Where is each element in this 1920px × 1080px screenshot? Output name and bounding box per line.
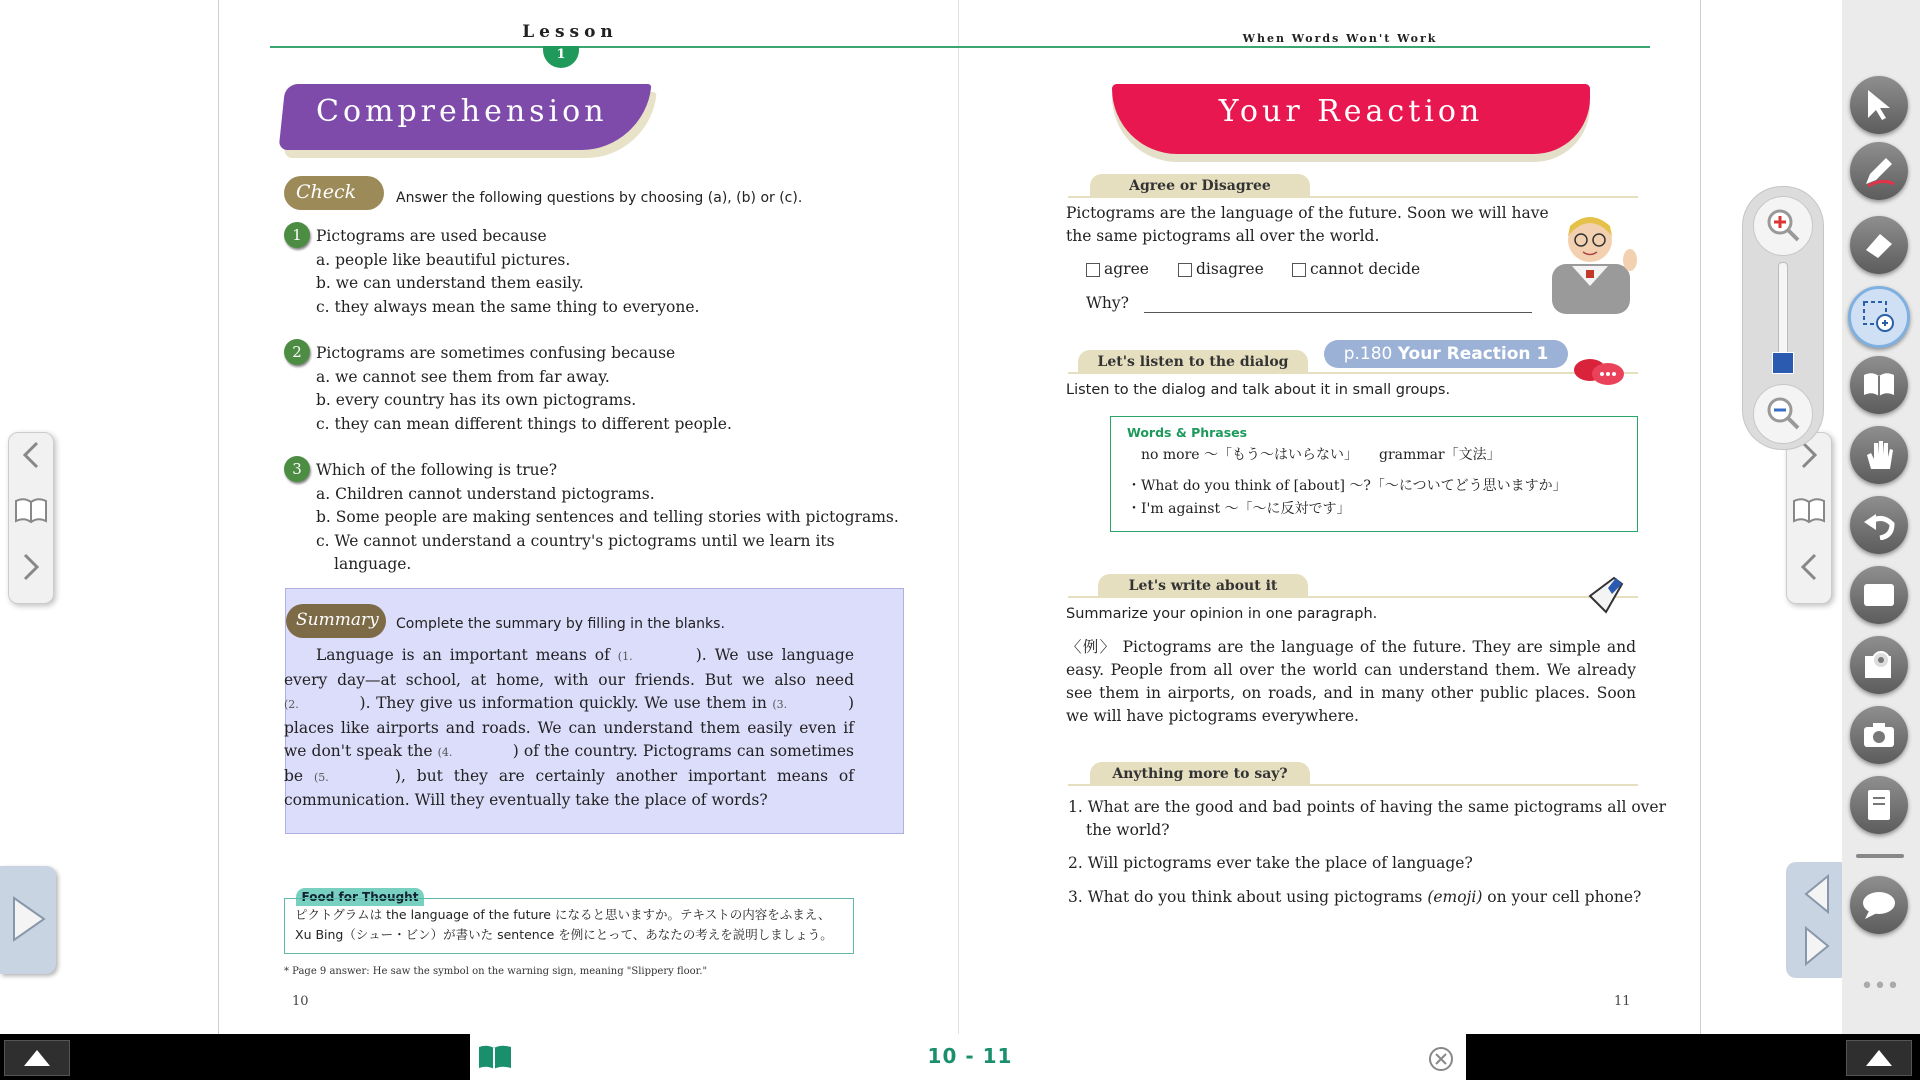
right-header-line <box>958 46 1650 48</box>
left-header-line <box>270 46 958 48</box>
lesson-number-badge: 1 <box>543 46 579 68</box>
summary-blank-4[interactable]: (4. <box>437 746 453 759</box>
summary-blank-3[interactable]: (3. <box>772 698 788 711</box>
agree-disagree-tab: Agree or Disagree <box>1090 174 1310 196</box>
words-grammar: grammar「文法」 <box>1379 447 1501 463</box>
zoom-slider-thumb[interactable] <box>1772 352 1794 374</box>
reference-title: Your Reaction 1 <box>1397 344 1549 364</box>
eraser-tool-button[interactable] <box>1850 216 1908 274</box>
right-page-number: 11 <box>1614 994 1631 1009</box>
question-2-option-c: c. they can mean different things to different people. <box>316 415 732 433</box>
your-reaction-title: Your Reaction <box>1218 94 1484 129</box>
more-options-icon[interactable]: ••• <box>1860 974 1900 999</box>
chevron-left-icon <box>1797 552 1821 582</box>
cannot-decide-checkbox-box[interactable] <box>1292 263 1306 277</box>
summary-paragraph <box>284 644 854 813</box>
food-for-thought-label: Food for Thought <box>296 888 424 906</box>
hand-tool-button[interactable] <box>1850 426 1908 484</box>
agree-statement-line-2: the same pictograms all over the world. <box>1066 227 1380 245</box>
write-instruction: Summarize your opinion in one paragraph. <box>1066 606 1378 622</box>
play-triangle-icon <box>10 894 50 944</box>
summary-blank-1[interactable]: (1. <box>617 650 633 663</box>
triangle-up-icon <box>1864 1048 1894 1068</box>
pointer-tool-button[interactable] <box>1850 76 1908 134</box>
why-answer-line[interactable] <box>1144 312 1532 313</box>
question-3-stem: Which of the following is true? <box>316 461 558 479</box>
summary-blank-2[interactable]: (2. <box>284 698 299 711</box>
mask-sheet-icon <box>1862 582 1896 608</box>
agree-checkbox-box[interactable] <box>1086 263 1100 277</box>
summary-badge: Summary <box>286 604 386 638</box>
more-item-1-cont: the world? <box>1086 821 1170 839</box>
left-panel-toggle[interactable] <box>0 866 56 974</box>
words-line-3: ・I'm against ～「～に反対です」 <box>1127 501 1351 517</box>
mask-tool-button[interactable] <box>1850 566 1908 624</box>
book-view-icon[interactable] <box>478 1044 512 1070</box>
camera-icon <box>1862 721 1896 749</box>
disagree-checkbox[interactable] <box>1178 258 1264 281</box>
next-page-button[interactable] <box>9 545 53 589</box>
cannot-decide-checkbox[interactable] <box>1292 258 1420 281</box>
open-book-icon <box>14 497 48 525</box>
question-2-stem: Pictograms are sometimes confusing because <box>316 344 676 362</box>
dialog-speech-bubbles-icon[interactable] <box>1572 352 1626 392</box>
camera-tool-button[interactable] <box>1850 706 1908 764</box>
summary-part-5: ) of the country. Pictograms can sometimes be <box>284 742 854 785</box>
right-menu-up-button[interactable] <box>1846 1040 1912 1076</box>
page-spine <box>958 0 959 1034</box>
listen-instruction: Listen to the dialog and talk about it in small groups. <box>1066 382 1451 398</box>
words-line-2: ・What do you think of [about] ～?「～についてどう思いますか」 <box>1127 478 1567 494</box>
check-badge: Check <box>284 176 384 210</box>
open-book-icon <box>1792 497 1826 525</box>
lesson-label: Lesson <box>522 22 618 42</box>
zoom-in-button[interactable] <box>1753 196 1813 256</box>
left-side-nav-panel <box>8 432 54 604</box>
check-instruction: Answer the following questions by choosing (a), (b) or (c). <box>396 190 803 206</box>
agree-divider <box>1068 196 1638 198</box>
right-book-button[interactable] <box>1787 489 1831 533</box>
previous-page-button[interactable] <box>9 433 53 477</box>
question-3-option-a: a. Children cannot understand pictograms. <box>316 485 655 503</box>
words-no-more: no more ～「もう～はいらない」 <box>1141 447 1352 463</box>
eraser-icon <box>1862 230 1896 260</box>
summary-part-6: ), but they are certainly another important means of communication. Will they eventually take the place of words? <box>284 766 854 809</box>
footnote: * Page 9 answer: He saw the symbol on the warning sign, meaning "Slippery floor." <box>284 966 708 977</box>
undo-icon <box>1862 510 1896 540</box>
question-3-option-c-cont: language. <box>334 555 412 573</box>
question-number-1: 1 <box>284 222 310 248</box>
question-number-2: 2 <box>284 339 310 365</box>
notebook-tool-button[interactable] <box>1850 776 1908 834</box>
summary-instruction: Complete the summary by filling in the blanks. <box>396 616 725 632</box>
reaction-reference-link[interactable] <box>1324 340 1568 368</box>
cursor-arrow-icon <box>1864 88 1894 122</box>
more-item-3-part-2: on your cell phone? <box>1482 888 1642 906</box>
right-page-edge <box>1700 0 1701 1034</box>
summary-part-1: Language is an important means of <box>316 646 618 664</box>
agree-checkbox[interactable] <box>1086 258 1149 281</box>
triangle-up-icon <box>22 1048 52 1068</box>
question-3-option-b: b. Some people are making sentences and telling stories with pictograms. <box>316 508 899 526</box>
left-page-edge <box>218 0 219 1034</box>
cannot-decide-label: cannot decide <box>1310 260 1421 278</box>
zoom-in-icon <box>1765 207 1801 243</box>
agree-label: agree <box>1104 260 1149 278</box>
pen-icon <box>1862 154 1896 188</box>
comment-tool-button[interactable] <box>1850 876 1908 934</box>
disagree-checkbox-box[interactable] <box>1178 263 1192 277</box>
teacher-illustration <box>1540 206 1640 314</box>
food-for-thought-line-1: ピクトグラムは the language of the future になると思いますか。テキストの内容をふまえ、 <box>295 907 831 922</box>
book-icon <box>1862 371 1896 399</box>
listen-divider <box>1068 372 1638 374</box>
question-1-option-a: a. people like beautiful pictures. <box>316 251 571 269</box>
toolbar-side-toggle[interactable] <box>1786 862 1842 978</box>
speech-bubble-icon <box>1861 889 1897 921</box>
left-book-button[interactable] <box>9 489 53 533</box>
pencil-write-icon[interactable] <box>1584 574 1624 614</box>
hand-icon <box>1863 437 1895 473</box>
chevron-left-icon <box>19 440 43 470</box>
more-item-2: 2. Will pictograms ever take the place of language? <box>1068 854 1473 872</box>
words-line-1 <box>1127 444 1621 467</box>
write-example-paragraph: 〈例〉 Pictograms are the language of the future. They are simple and easy. People from all over the world can understand them. We already see them in airports, on roads, and in many other public places. Soon we will have pictograms everywhere. <box>1066 638 1636 725</box>
food-for-thought-box <box>284 898 854 954</box>
right-previous-page-button[interactable] <box>1787 545 1831 589</box>
collapse-arrows-icon <box>1800 870 1840 970</box>
question-1-stem: Pictograms are used because <box>316 227 547 245</box>
question-3-option-c: c. We cannot understand a country's pictograms until we learn its <box>316 532 835 550</box>
write-about-tab: Let's write about it <box>1098 574 1308 596</box>
more-item-1: 1. What are the good and bad points of having the same pictograms all over <box>1068 798 1667 816</box>
words-phrases-box <box>1110 416 1638 532</box>
write-divider <box>1068 596 1638 598</box>
words-phrases-title: Words & Phrases <box>1127 425 1248 440</box>
zoom-out-icon <box>1765 395 1801 431</box>
notebook-icon <box>1864 788 1894 822</box>
question-1-option-c: c. they always mean the same thing to everyone. <box>316 298 700 316</box>
question-1-option-b: b. we can understand them easily. <box>316 274 584 292</box>
zoom-area-tool-button[interactable] <box>1848 286 1910 348</box>
chevron-right-icon <box>19 552 43 582</box>
close-icon[interactable] <box>1428 1046 1454 1072</box>
comprehension-title: Comprehension <box>316 94 608 129</box>
zoom-out-button[interactable] <box>1753 384 1813 444</box>
anything-more-tab: Anything more to say? <box>1090 762 1310 784</box>
reference-page: p.180 <box>1343 344 1393 364</box>
food-for-thought-line-2: Xu Bing（シュー・ビン）が書いた sentence を例にとって、あなたの考えを説明しましょう。 <box>295 927 833 942</box>
left-menu-up-button[interactable] <box>4 1040 70 1076</box>
more-item-3 <box>1068 886 1641 909</box>
summary-part-3: ). They give us information quickly. We use them in <box>354 694 773 712</box>
question-number-3: 3 <box>284 456 310 482</box>
stamp-tool-button[interactable] <box>1850 636 1908 694</box>
toolbar-divider <box>1856 854 1904 858</box>
bookmark-tool-button[interactable] <box>1850 356 1908 414</box>
more-item-3-part-1: 3. What do you think about using pictograms <box>1068 888 1428 906</box>
more-item-3-emoji: (emoji) <box>1427 888 1483 906</box>
right-side-nav-panel <box>1786 432 1832 604</box>
disagree-label: disagree <box>1196 260 1264 278</box>
teacher-waving-hand <box>1623 249 1637 271</box>
anything-more-divider <box>1068 784 1638 786</box>
chapter-header-title: When Words Won't Work <box>1242 32 1438 45</box>
flower-stamp-icon <box>1861 648 1897 682</box>
listen-dialog-tab: Let's listen to the dialog <box>1078 350 1308 372</box>
undo-tool-button[interactable] <box>1850 496 1908 554</box>
page-indicator: 10 - 11 <box>927 1044 1013 1068</box>
pen-tool-button[interactable] <box>1850 142 1908 200</box>
question-2-option-a: a. we cannot see them from far away. <box>316 368 610 386</box>
zoom-area-icon <box>1861 299 1897 335</box>
question-2-option-b: b. every country has its own pictograms. <box>316 391 637 409</box>
summary-blank-5[interactable]: (5. <box>314 770 329 784</box>
agree-statement-line-1: Pictograms are the language of the future. Soon we will have <box>1066 204 1549 222</box>
teacher-bowtie <box>1586 270 1594 278</box>
left-page-number: 10 <box>292 994 309 1009</box>
summary-part-2: ). We use language every day—at school, at home, with our friends. But we also need <box>284 646 854 689</box>
summary-part-4: ) places like airports and roads. We can understand them easily even if we don't speak the <box>284 694 854 760</box>
why-label: Why? <box>1086 294 1129 312</box>
